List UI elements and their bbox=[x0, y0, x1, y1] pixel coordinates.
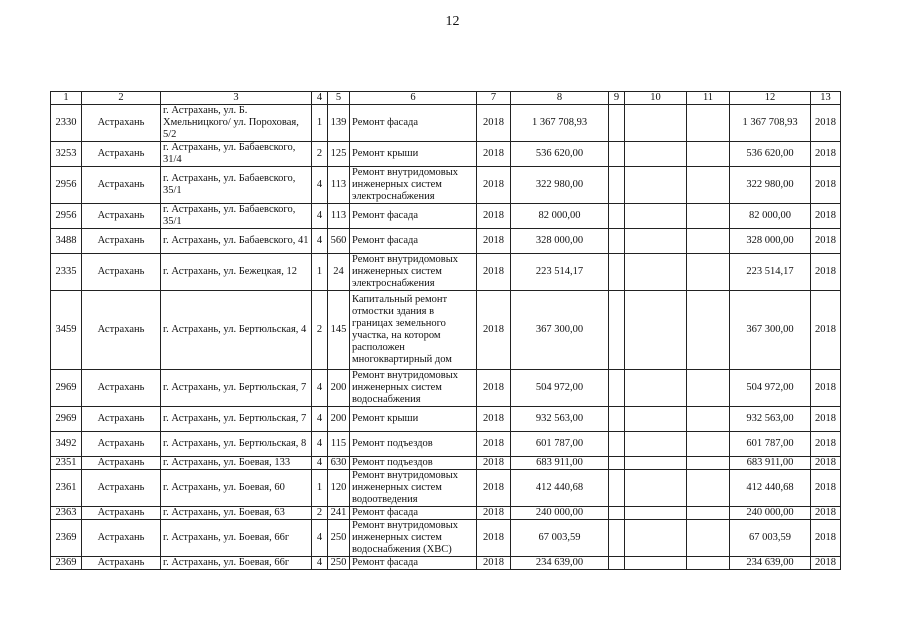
year-cell: 2018 bbox=[477, 204, 511, 229]
empty-cell bbox=[625, 407, 687, 432]
total-cell: 683 911,00 bbox=[730, 457, 811, 470]
work-type-cell: Ремонт внутридомовых инженерных систем водоснабжения bbox=[350, 370, 477, 407]
year-cell: 2018 bbox=[477, 291, 511, 370]
table-body bbox=[51, 105, 841, 570]
total-cell: 932 563,00 bbox=[730, 407, 811, 432]
row-id: 2369 bbox=[51, 557, 82, 570]
total-cell: 367 300,00 bbox=[730, 291, 811, 370]
year-end-cell: 2018 bbox=[811, 229, 841, 254]
table-row bbox=[51, 370, 841, 407]
work-type-cell: Ремонт крыши bbox=[350, 142, 477, 167]
year-end-cell: 2018 bbox=[811, 520, 841, 557]
table-row bbox=[51, 407, 841, 432]
year-cell: 2018 bbox=[477, 370, 511, 407]
address-cell: г. Астрахань, ул. Бабаевского, 35/1 bbox=[161, 204, 312, 229]
empty-cell bbox=[687, 142, 730, 167]
count-cell: 250 bbox=[328, 520, 350, 557]
year-cell: 2018 bbox=[477, 470, 511, 507]
count-cell: 113 bbox=[328, 167, 350, 204]
total-cell: 240 000,00 bbox=[730, 507, 811, 520]
cost-cell: 536 620,00 bbox=[511, 142, 609, 167]
column-header: 7 bbox=[477, 92, 511, 105]
year-end-cell: 2018 bbox=[811, 291, 841, 370]
row-id: 3492 bbox=[51, 432, 82, 457]
row-id: 3488 bbox=[51, 229, 82, 254]
city-cell: Астрахань bbox=[82, 520, 161, 557]
entrances-cell: 4 bbox=[312, 204, 328, 229]
city-cell: Астрахань bbox=[82, 105, 161, 142]
year-end-cell: 2018 bbox=[811, 105, 841, 142]
entrances-cell: 2 bbox=[312, 507, 328, 520]
row-id: 2956 bbox=[51, 204, 82, 229]
count-cell: 250 bbox=[328, 557, 350, 570]
empty-cell bbox=[687, 370, 730, 407]
address-cell: г. Астрахань, ул. Бежецкая, 12 bbox=[161, 254, 312, 291]
count-cell: 241 bbox=[328, 507, 350, 520]
address-cell: г. Астрахань, ул. Боевая, 60 bbox=[161, 470, 312, 507]
year-cell: 2018 bbox=[477, 105, 511, 142]
count-cell: 630 bbox=[328, 457, 350, 470]
empty-cell bbox=[609, 229, 625, 254]
total-cell: 322 980,00 bbox=[730, 167, 811, 204]
column-header: 4 bbox=[312, 92, 328, 105]
table-row bbox=[51, 507, 841, 520]
table-row bbox=[51, 457, 841, 470]
row-id: 2335 bbox=[51, 254, 82, 291]
address-cell: г. Астрахань, ул. Бабаевского, 31/4 bbox=[161, 142, 312, 167]
total-cell: 1 367 708,93 bbox=[730, 105, 811, 142]
row-id: 3253 bbox=[51, 142, 82, 167]
count-cell: 145 bbox=[328, 291, 350, 370]
empty-cell bbox=[687, 254, 730, 291]
work-type-cell: Ремонт фасада bbox=[350, 557, 477, 570]
count-cell: 115 bbox=[328, 432, 350, 457]
entrances-cell: 1 bbox=[312, 254, 328, 291]
empty-cell bbox=[609, 507, 625, 520]
column-header: 10 bbox=[625, 92, 687, 105]
column-header: 6 bbox=[350, 92, 477, 105]
city-cell: Астрахань bbox=[82, 557, 161, 570]
cost-cell: 223 514,17 bbox=[511, 254, 609, 291]
cost-cell: 234 639,00 bbox=[511, 557, 609, 570]
year-cell: 2018 bbox=[477, 507, 511, 520]
total-cell: 223 514,17 bbox=[730, 254, 811, 291]
total-cell: 504 972,00 bbox=[730, 370, 811, 407]
entrances-cell: 4 bbox=[312, 370, 328, 407]
city-cell: Астрахань bbox=[82, 291, 161, 370]
empty-cell bbox=[609, 432, 625, 457]
year-end-cell: 2018 bbox=[811, 557, 841, 570]
address-cell: г. Астрахань, ул. Бертюльская, 4 bbox=[161, 291, 312, 370]
count-cell: 24 bbox=[328, 254, 350, 291]
table-row bbox=[51, 520, 841, 557]
city-cell: Астрахань bbox=[82, 470, 161, 507]
empty-cell bbox=[625, 507, 687, 520]
total-cell: 412 440,68 bbox=[730, 470, 811, 507]
empty-cell bbox=[687, 229, 730, 254]
cost-cell: 504 972,00 bbox=[511, 370, 609, 407]
year-end-cell: 2018 bbox=[811, 142, 841, 167]
table-row bbox=[51, 291, 841, 370]
count-cell: 200 bbox=[328, 407, 350, 432]
header-row bbox=[51, 92, 841, 105]
city-cell: Астрахань bbox=[82, 407, 161, 432]
row-id: 2369 bbox=[51, 520, 82, 557]
total-cell: 67 003,59 bbox=[730, 520, 811, 557]
empty-cell bbox=[625, 457, 687, 470]
empty-cell bbox=[625, 105, 687, 142]
cost-cell: 412 440,68 bbox=[511, 470, 609, 507]
cost-cell: 1 367 708,93 bbox=[511, 105, 609, 142]
count-cell: 560 bbox=[328, 229, 350, 254]
empty-cell bbox=[625, 167, 687, 204]
year-cell: 2018 bbox=[477, 520, 511, 557]
address-cell: г. Астрахань, ул. Б. Хмельницкого/ ул. Пороховая, 5/2 bbox=[161, 105, 312, 142]
address-cell: г. Астрахань, ул. Бабаевского, 35/1 bbox=[161, 167, 312, 204]
total-cell: 601 787,00 bbox=[730, 432, 811, 457]
city-cell: Астрахань bbox=[82, 167, 161, 204]
work-type-cell: Ремонт крыши bbox=[350, 407, 477, 432]
year-end-cell: 2018 bbox=[811, 254, 841, 291]
entrances-cell: 4 bbox=[312, 407, 328, 432]
entrances-cell: 1 bbox=[312, 470, 328, 507]
empty-cell bbox=[625, 557, 687, 570]
city-cell: Астрахань bbox=[82, 370, 161, 407]
table-row bbox=[51, 254, 841, 291]
empty-cell bbox=[609, 457, 625, 470]
year-cell: 2018 bbox=[477, 407, 511, 432]
empty-cell bbox=[609, 167, 625, 204]
address-cell: г. Астрахань, ул. Боевая, 133 bbox=[161, 457, 312, 470]
empty-cell bbox=[687, 457, 730, 470]
year-cell: 2018 bbox=[477, 457, 511, 470]
address-cell: г. Астрахань, ул. Боевая, 66г bbox=[161, 557, 312, 570]
column-header: 8 bbox=[511, 92, 609, 105]
column-header: 11 bbox=[687, 92, 730, 105]
empty-cell bbox=[625, 204, 687, 229]
cost-cell: 683 911,00 bbox=[511, 457, 609, 470]
row-id: 2363 bbox=[51, 507, 82, 520]
year-end-cell: 2018 bbox=[811, 432, 841, 457]
empty-cell bbox=[687, 291, 730, 370]
year-end-cell: 2018 bbox=[811, 167, 841, 204]
empty-cell bbox=[609, 407, 625, 432]
cost-cell: 932 563,00 bbox=[511, 407, 609, 432]
empty-cell bbox=[687, 432, 730, 457]
empty-cell bbox=[625, 229, 687, 254]
empty-cell bbox=[625, 370, 687, 407]
city-cell: Астрахань bbox=[82, 457, 161, 470]
city-cell: Астрахань bbox=[82, 204, 161, 229]
repair-register-table bbox=[50, 91, 841, 570]
total-cell: 234 639,00 bbox=[730, 557, 811, 570]
empty-cell bbox=[687, 407, 730, 432]
empty-cell bbox=[609, 370, 625, 407]
empty-cell bbox=[687, 105, 730, 142]
year-end-cell: 2018 bbox=[811, 370, 841, 407]
cost-cell: 82 000,00 bbox=[511, 204, 609, 229]
address-cell: г. Астрахань, ул. Бабаевского, 41 bbox=[161, 229, 312, 254]
empty-cell bbox=[625, 254, 687, 291]
address-cell: г. Астрахань, ул. Бертюльская, 7 bbox=[161, 370, 312, 407]
address-cell: г. Астрахань, ул. Бертюльская, 7 bbox=[161, 407, 312, 432]
row-id: 2351 bbox=[51, 457, 82, 470]
work-type-cell: Ремонт подъездов bbox=[350, 457, 477, 470]
page-number: 12 bbox=[445, 14, 460, 29]
row-id: 3459 bbox=[51, 291, 82, 370]
cost-cell: 67 003,59 bbox=[511, 520, 609, 557]
work-type-cell: Ремонт внутридомовых инженерных систем электроснабжения bbox=[350, 254, 477, 291]
empty-cell bbox=[609, 520, 625, 557]
entrances-cell: 4 bbox=[312, 432, 328, 457]
empty-cell bbox=[625, 432, 687, 457]
column-header: 1 bbox=[51, 92, 82, 105]
total-cell: 536 620,00 bbox=[730, 142, 811, 167]
empty-cell bbox=[609, 105, 625, 142]
year-cell: 2018 bbox=[477, 167, 511, 204]
column-header: 5 bbox=[328, 92, 350, 105]
year-cell: 2018 bbox=[477, 254, 511, 291]
entrances-cell: 1 bbox=[312, 105, 328, 142]
empty-cell bbox=[687, 520, 730, 557]
row-id: 2969 bbox=[51, 370, 82, 407]
empty-cell bbox=[687, 167, 730, 204]
entrances-cell: 2 bbox=[312, 142, 328, 167]
table-row bbox=[51, 557, 841, 570]
count-cell: 113 bbox=[328, 204, 350, 229]
city-cell: Астрахань bbox=[82, 142, 161, 167]
table-row bbox=[51, 142, 841, 167]
work-type-cell: Ремонт внутридомовых инженерных систем водоснабжения (ХВС) bbox=[350, 520, 477, 557]
work-type-cell: Ремонт фасада bbox=[350, 229, 477, 254]
empty-cell bbox=[609, 142, 625, 167]
table-row bbox=[51, 470, 841, 507]
year-end-cell: 2018 bbox=[811, 204, 841, 229]
city-cell: Астрахань bbox=[82, 507, 161, 520]
row-id: 2956 bbox=[51, 167, 82, 204]
row-id: 2361 bbox=[51, 470, 82, 507]
column-header: 9 bbox=[609, 92, 625, 105]
count-cell: 125 bbox=[328, 142, 350, 167]
table-row bbox=[51, 432, 841, 457]
empty-cell bbox=[687, 557, 730, 570]
entrances-cell: 2 bbox=[312, 291, 328, 370]
row-id: 2330 bbox=[51, 105, 82, 142]
cost-cell: 601 787,00 bbox=[511, 432, 609, 457]
address-cell: г. Астрахань, ул. Бертюльская, 8 bbox=[161, 432, 312, 457]
empty-cell bbox=[609, 291, 625, 370]
work-type-cell: Ремонт фасада bbox=[350, 507, 477, 520]
city-cell: Астрахань bbox=[82, 229, 161, 254]
table-row bbox=[51, 105, 841, 142]
year-cell: 2018 bbox=[477, 432, 511, 457]
entrances-cell: 4 bbox=[312, 557, 328, 570]
address-cell: г. Астрахань, ул. Боевая, 66г bbox=[161, 520, 312, 557]
work-type-cell: Ремонт фасада bbox=[350, 105, 477, 142]
cost-cell: 328 000,00 bbox=[511, 229, 609, 254]
cost-cell: 322 980,00 bbox=[511, 167, 609, 204]
empty-cell bbox=[625, 142, 687, 167]
count-cell: 200 bbox=[328, 370, 350, 407]
work-type-cell: Капитальный ремонт отмостки здания в границах земельного участка, на котором расположен многоквартирный дом bbox=[350, 291, 477, 370]
column-header: 2 bbox=[82, 92, 161, 105]
empty-cell bbox=[687, 470, 730, 507]
entrances-cell: 4 bbox=[312, 457, 328, 470]
cost-cell: 240 000,00 bbox=[511, 507, 609, 520]
column-header: 3 bbox=[161, 92, 312, 105]
year-cell: 2018 bbox=[477, 229, 511, 254]
entrances-cell: 4 bbox=[312, 167, 328, 204]
table-row bbox=[51, 229, 841, 254]
column-header: 12 bbox=[730, 92, 811, 105]
city-cell: Астрахань bbox=[82, 254, 161, 291]
empty-cell bbox=[609, 557, 625, 570]
empty-cell bbox=[625, 470, 687, 507]
total-cell: 82 000,00 bbox=[730, 204, 811, 229]
empty-cell bbox=[609, 470, 625, 507]
cost-cell: 367 300,00 bbox=[511, 291, 609, 370]
entrances-cell: 4 bbox=[312, 229, 328, 254]
year-cell: 2018 bbox=[477, 142, 511, 167]
total-cell: 328 000,00 bbox=[730, 229, 811, 254]
table-row bbox=[51, 167, 841, 204]
work-type-cell: Ремонт внутридомовых инженерных систем электроснабжения bbox=[350, 167, 477, 204]
entrances-cell: 4 bbox=[312, 520, 328, 557]
table-row bbox=[51, 204, 841, 229]
work-type-cell: Ремонт фасада bbox=[350, 204, 477, 229]
empty-cell bbox=[687, 507, 730, 520]
column-header: 13 bbox=[811, 92, 841, 105]
work-type-cell: Ремонт подъездов bbox=[350, 432, 477, 457]
empty-cell bbox=[687, 204, 730, 229]
empty-cell bbox=[625, 291, 687, 370]
year-end-cell: 2018 bbox=[811, 470, 841, 507]
row-id: 2969 bbox=[51, 407, 82, 432]
address-cell: г. Астрахань, ул. Боевая, 63 bbox=[161, 507, 312, 520]
empty-cell bbox=[609, 254, 625, 291]
count-cell: 120 bbox=[328, 470, 350, 507]
year-end-cell: 2018 bbox=[811, 407, 841, 432]
empty-cell bbox=[609, 204, 625, 229]
city-cell: Астрахань bbox=[82, 432, 161, 457]
year-end-cell: 2018 bbox=[811, 507, 841, 520]
year-cell: 2018 bbox=[477, 557, 511, 570]
empty-cell bbox=[625, 520, 687, 557]
count-cell: 139 bbox=[328, 105, 350, 142]
work-type-cell: Ремонт внутридомовых инженерных систем водоотведения bbox=[350, 470, 477, 507]
year-end-cell: 2018 bbox=[811, 457, 841, 470]
